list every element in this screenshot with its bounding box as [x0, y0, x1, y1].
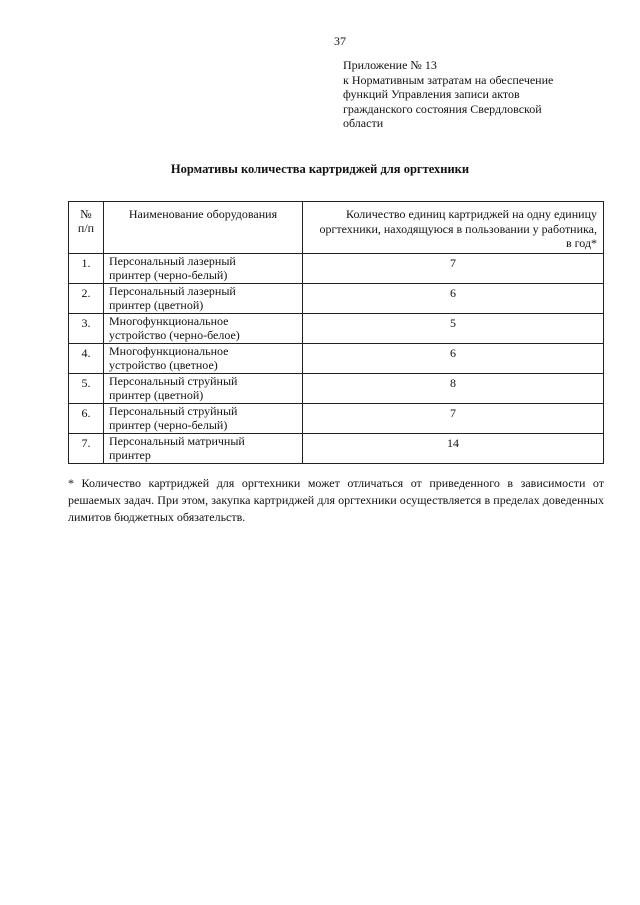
- equipment-name-line: принтер: [109, 448, 151, 462]
- page-number: 37: [334, 34, 346, 48]
- row-number: 1.: [69, 254, 104, 284]
- cartridge-quantity: 6: [303, 284, 604, 314]
- equipment-name-line: Персональный лазерный: [109, 284, 236, 298]
- equipment-name-line: Персональный лазерный: [109, 254, 236, 268]
- equipment-name: [104, 254, 303, 284]
- cartridge-quantity: 14: [303, 434, 604, 464]
- appendix-line: гражданского состояния Свердловской: [343, 101, 542, 116]
- equipment-name-line: устройство (черно-белое): [109, 328, 240, 342]
- table-row: [69, 374, 604, 404]
- row-number: 2.: [69, 284, 104, 314]
- cartridge-quantity: 5: [303, 314, 604, 344]
- equipment-name-line: принтер (цветной): [109, 388, 204, 402]
- equipment-name-line: Персональный струйный: [109, 374, 238, 388]
- row-number: 4.: [69, 344, 104, 374]
- header-quantity-line: Количество единиц картриджей на одну единицу: [346, 207, 597, 221]
- equipment-name-line: Многофункциональное: [109, 314, 229, 328]
- header-number-line: п/п: [77, 221, 95, 235]
- header-quantity-line: в год*: [565, 236, 597, 250]
- table-row: [69, 434, 604, 464]
- appendix-note: [343, 58, 613, 131]
- table-header-row: [69, 202, 604, 254]
- equipment-name-line: принтер (цветной): [109, 298, 204, 312]
- equipment-name: [104, 314, 303, 344]
- equipment-name: [104, 374, 303, 404]
- equipment-name-line: Многофункциональное: [109, 344, 229, 358]
- cartridge-norms-table: [68, 201, 604, 464]
- equipment-name: [104, 284, 303, 314]
- header-number-line: №: [80, 207, 92, 221]
- appendix-line: Приложение № 13: [343, 58, 437, 72]
- table-row: [69, 314, 604, 344]
- equipment-name: [104, 344, 303, 374]
- appendix-line: функций Управления записи актов: [343, 87, 520, 101]
- table-row: [69, 284, 604, 314]
- appendix-line: к Нормативным затратам на обеспечение: [343, 72, 554, 87]
- row-number: 5.: [69, 374, 104, 404]
- appendix-line: области: [343, 116, 384, 130]
- header-quantity: [303, 202, 604, 254]
- equipment-name-line: принтер (черно-белый): [109, 268, 228, 282]
- equipment-name-line: Персональный струйный: [109, 404, 238, 418]
- cartridge-quantity: 6: [303, 344, 604, 374]
- header-quantity-line: оргтехники, находящуюся в пользовании у работника,: [319, 221, 597, 236]
- equipment-name-line: Персональный матричный: [109, 434, 245, 448]
- row-number: 3.: [69, 314, 104, 344]
- cartridge-quantity: 7: [303, 254, 604, 284]
- table-row: [69, 344, 604, 374]
- equipment-name-line: устройство (цветное): [109, 358, 218, 372]
- equipment-name: [104, 404, 303, 434]
- equipment-name-line: принтер (черно-белый): [109, 418, 228, 432]
- row-number: 7.: [69, 434, 104, 464]
- header-equipment-name: Наименование оборудования: [104, 202, 303, 254]
- footnote: * Количество картриджей для оргтехники может отличаться от приведенного в зависимости от решаемых задач. При этом, закупка картриджей для оргтехники осуществляется в пределах доведенных лимитов бюджетных обязательств.: [68, 476, 604, 524]
- document-title: Нормативы количества картриджей для оргтехники: [170, 162, 470, 176]
- header-number: [69, 202, 104, 254]
- table-row: [69, 404, 604, 434]
- cartridge-quantity: 8: [303, 374, 604, 404]
- equipment-name: [104, 434, 303, 464]
- table-row: [69, 254, 604, 284]
- row-number: 6.: [69, 404, 104, 434]
- cartridge-quantity: 7: [303, 404, 604, 434]
